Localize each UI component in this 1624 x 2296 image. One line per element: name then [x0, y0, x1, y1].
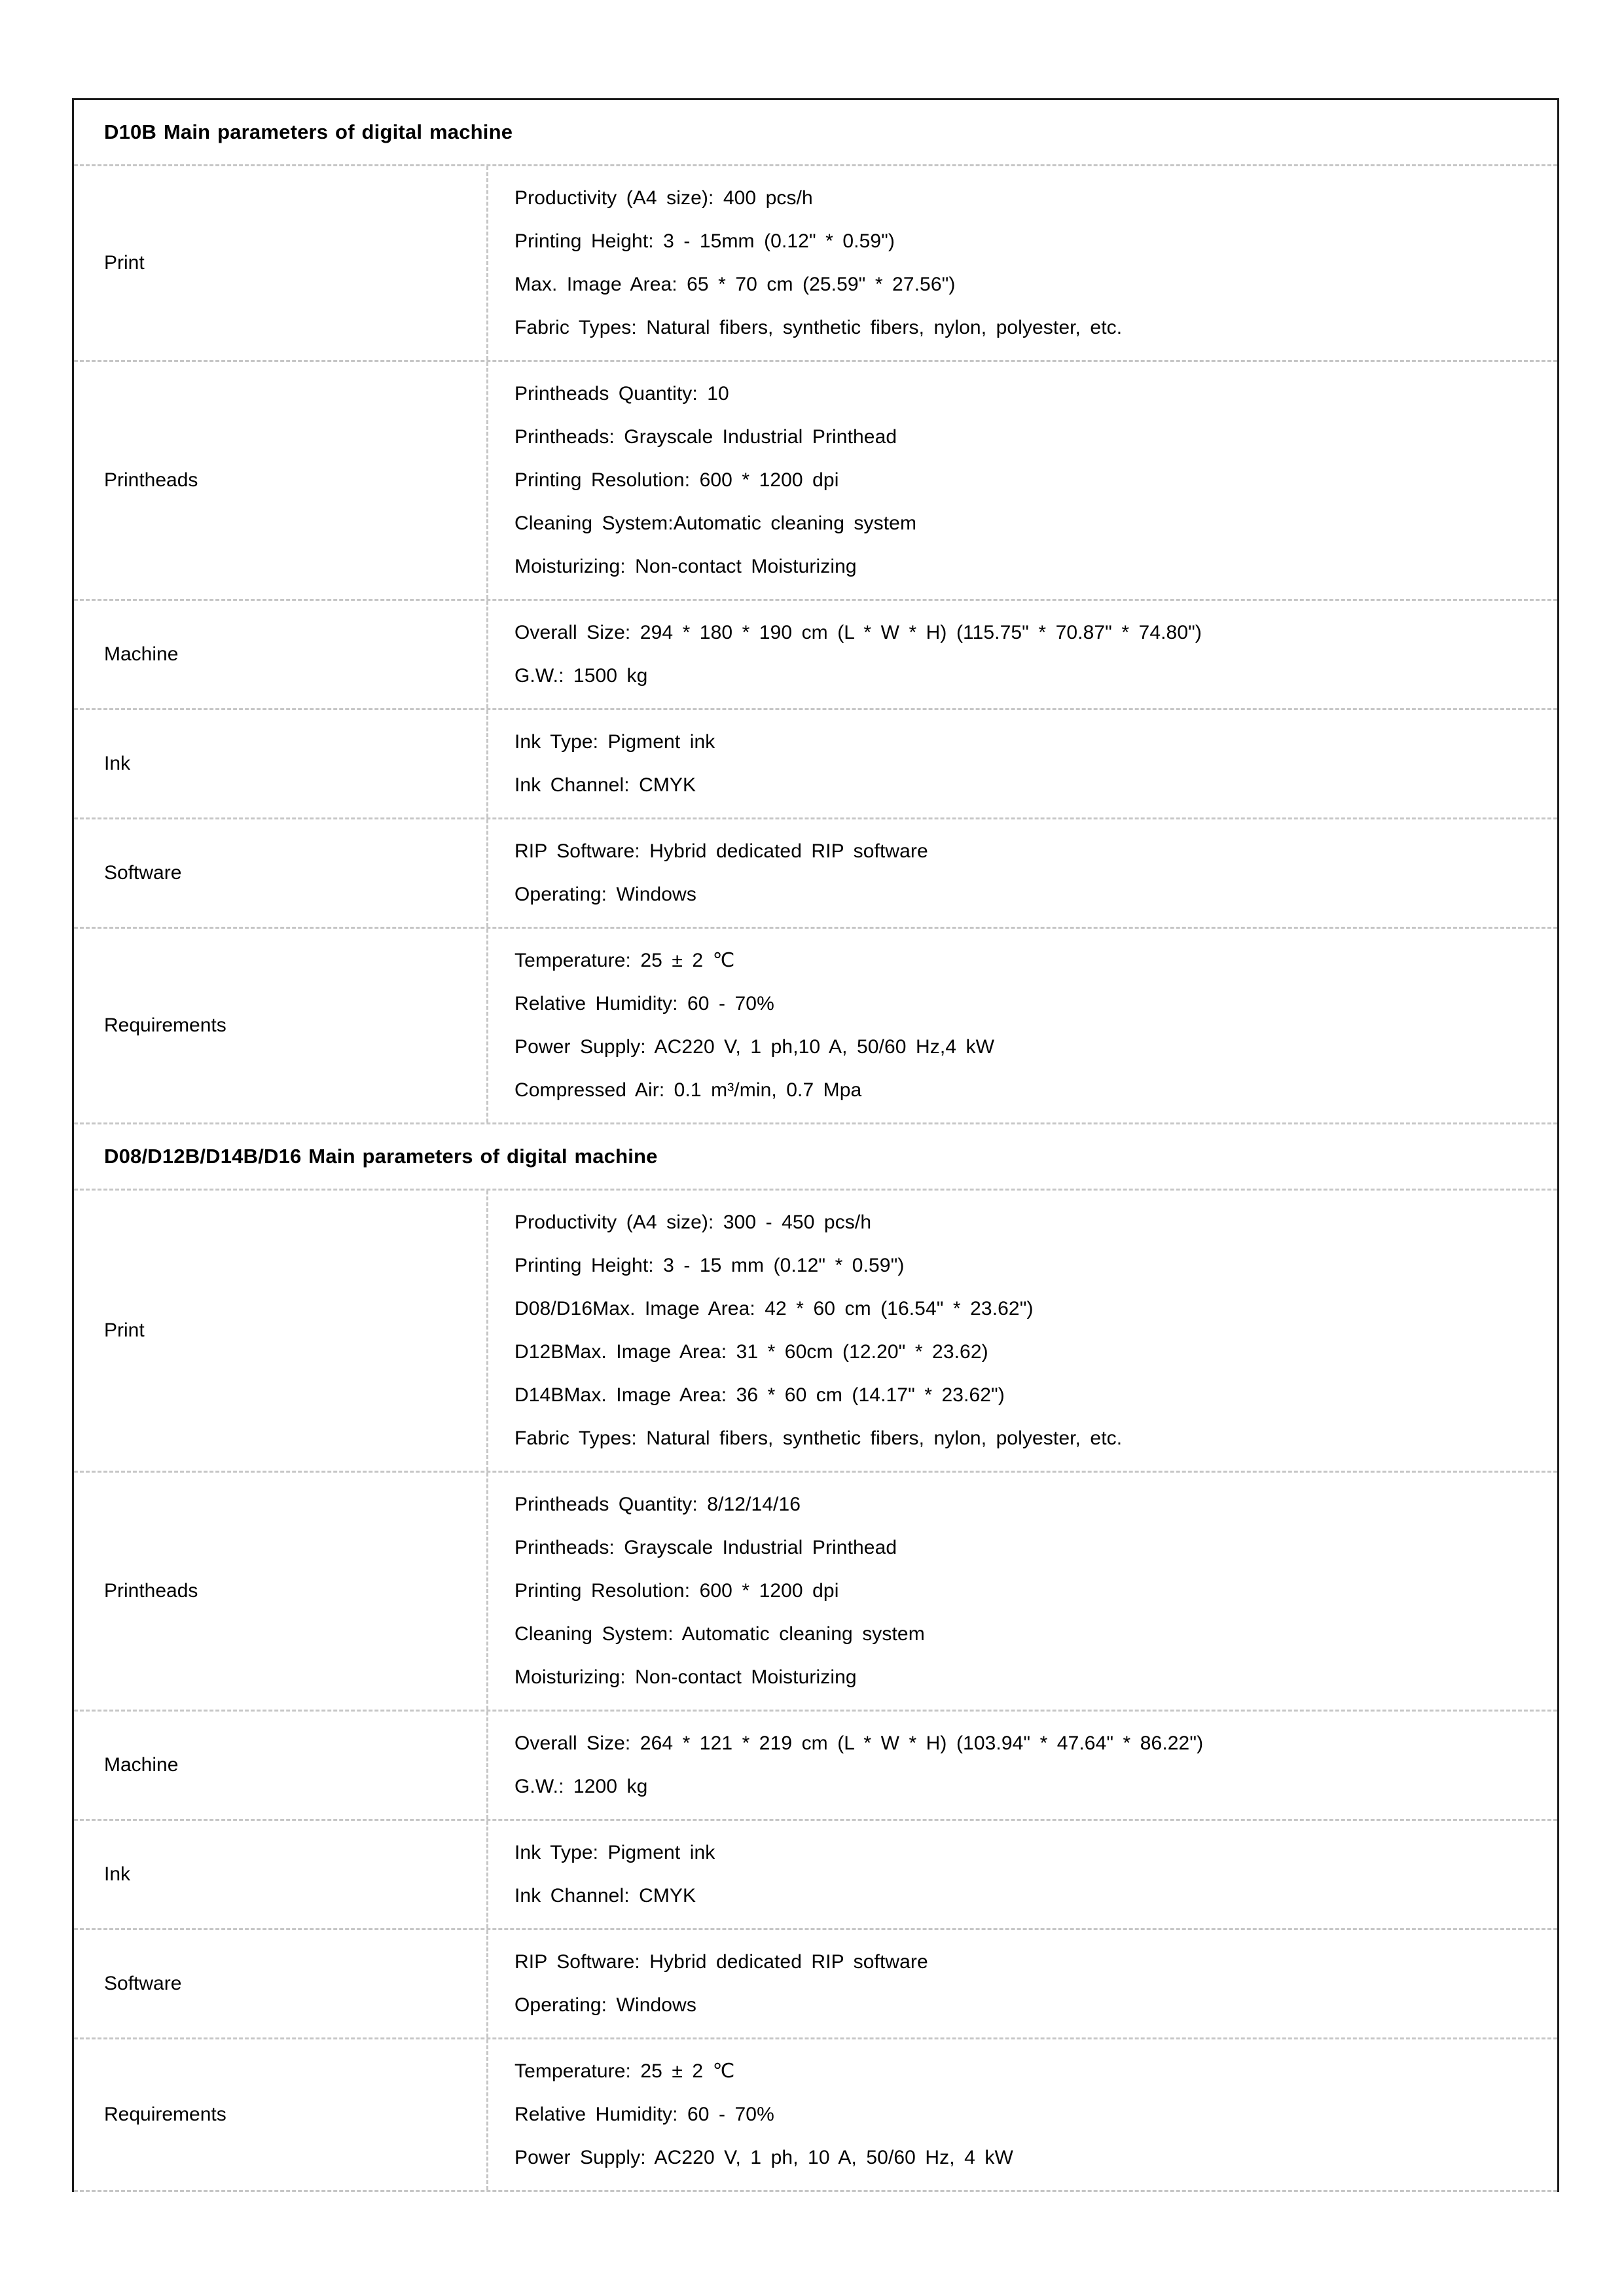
spec-line: Max. Image Area: 65 * 70 cm (25.59" * 27.56") [514, 274, 956, 295]
spec-value-cell [488, 710, 1557, 817]
spec-line: Printing Resolution: 600 * 1200 dpi [514, 1580, 839, 1602]
spec-line: Fabric Types: Natural fibers, synthetic fibers, nylon, polyester, etc. [514, 1427, 1123, 1449]
spec-line: Fabric Types: Natural fibers, synthetic fibers, nylon, polyester, etc. [514, 317, 1123, 338]
spec-line: Temperature: 25 ± 2 ℃ [514, 2060, 735, 2082]
spec-line: Printing Height: 3 - 15mm (0.12" * 0.59") [514, 230, 895, 252]
spec-line: Printheads Quantity: 8/12/14/16 [514, 1494, 801, 1515]
spec-row [74, 1712, 1557, 1821]
spec-row [74, 1821, 1557, 1930]
spec-table [72, 98, 1559, 2192]
spec-category-label: Requirements [74, 2039, 488, 2190]
spec-line: Relative Humidity: 60 - 70% [514, 2104, 774, 2125]
spec-line: Ink Channel: CMYK [514, 1885, 696, 1907]
spec-line: Ink Channel: CMYK [514, 774, 696, 796]
spec-value-cell [488, 601, 1557, 708]
section-title: D10B Main parameters of digital machine [74, 100, 1557, 166]
spec-line: Productivity (A4 size): 300 - 450 pcs/h [514, 1211, 872, 1233]
spec-value-cell [488, 819, 1557, 927]
spec-line: Printing Height: 3 - 15 mm (0.12" * 0.59") [514, 1255, 905, 1276]
spec-line: Operating: Windows [514, 1994, 696, 2016]
spec-category-label: Machine [74, 1712, 488, 1819]
spec-value-cell [488, 1821, 1557, 1928]
spec-line: Overall Size: 294 * 180 * 190 cm (L * W * H) (115.75" * 70.87" * 74.80") [514, 622, 1202, 643]
spec-line: Productivity (A4 size): 400 pcs/h [514, 187, 813, 209]
spec-value-cell [488, 1930, 1557, 2037]
spec-row [74, 2039, 1557, 2192]
spec-line: Power Supply: AC220 V, 1 ph, 10 A, 50/60 Hz, 4 kW [514, 2147, 1013, 2168]
spec-category-label: Software [74, 1930, 488, 2037]
spec-line: Operating: Windows [514, 884, 696, 905]
spec-line: Overall Size: 264 * 121 * 219 cm (L * W * H) (103.94" * 47.64" * 86.22") [514, 1732, 1204, 1754]
spec-line: Printing Resolution: 600 * 1200 dpi [514, 469, 839, 491]
spec-line: Compressed Air: 0.1 m³/min, 0.7 Mpa [514, 1079, 862, 1101]
spec-value-cell [488, 1712, 1557, 1819]
spec-category-label: Ink [74, 710, 488, 817]
spec-line: Cleaning System:Automatic cleaning system [514, 512, 917, 534]
spec-line: D12BMax. Image Area: 31 * 60cm (12.20" * 23.62) [514, 1341, 988, 1363]
spec-value-cell [488, 1473, 1557, 1710]
spec-line: Printheads: Grayscale Industrial Printhead [514, 426, 897, 448]
spec-value-cell [488, 929, 1557, 1122]
spec-category-label: Ink [74, 1821, 488, 1928]
spec-line: Ink Type: Pigment ink [514, 1842, 715, 1863]
spec-row [74, 362, 1557, 601]
spec-row [74, 601, 1557, 710]
spec-line: Printheads: Grayscale Industrial Printhead [514, 1537, 897, 1558]
spec-line: Cleaning System: Automatic cleaning system [514, 1623, 925, 1645]
spec-line: Temperature: 25 ± 2 ℃ [514, 950, 735, 971]
spec-row [74, 1473, 1557, 1712]
spec-category-label: Machine [74, 601, 488, 708]
spec-row [74, 1191, 1557, 1473]
spec-value-cell [488, 1191, 1557, 1471]
section-title: D08/D12B/D14B/D16 Main parameters of digital machine [74, 1124, 1557, 1191]
spec-category-label: Printheads [74, 362, 488, 599]
spec-category-label: Printheads [74, 1473, 488, 1710]
spec-row [74, 929, 1557, 1124]
spec-line: RIP Software: Hybrid dedicated RIP software [514, 1951, 928, 1973]
spec-line: Moisturizing: Non-contact Moisturizing [514, 556, 857, 577]
spec-category-label: Software [74, 819, 488, 927]
spec-line: D14BMax. Image Area: 36 * 60 cm (14.17" * 23.62") [514, 1384, 1005, 1406]
spec-line: D08/D16Max. Image Area: 42 * 60 cm (16.54" * 23.62") [514, 1298, 1034, 1319]
spec-row [74, 819, 1557, 929]
spec-value-cell [488, 2039, 1557, 2190]
spec-line: Moisturizing: Non-contact Moisturizing [514, 1666, 857, 1688]
spec-line: G.W.: 1200 kg [514, 1776, 648, 1797]
spec-line: Relative Humidity: 60 - 70% [514, 993, 774, 1014]
spec-value-cell [488, 166, 1557, 360]
spec-category-label: Requirements [74, 929, 488, 1122]
spec-value-cell [488, 362, 1557, 599]
spec-row [74, 710, 1557, 819]
spec-category-label: Print [74, 1191, 488, 1471]
spec-line: Ink Type: Pigment ink [514, 731, 715, 753]
spec-row [74, 166, 1557, 362]
spec-line: Power Supply: AC220 V, 1 ph,10 A, 50/60 Hz,4 kW [514, 1036, 994, 1058]
spec-row [74, 1930, 1557, 2039]
spec-line: RIP Software: Hybrid dedicated RIP software [514, 840, 928, 862]
spec-category-label: Print [74, 166, 488, 360]
spec-line: Printheads Quantity: 10 [514, 383, 729, 404]
spec-line: G.W.: 1500 kg [514, 665, 648, 687]
